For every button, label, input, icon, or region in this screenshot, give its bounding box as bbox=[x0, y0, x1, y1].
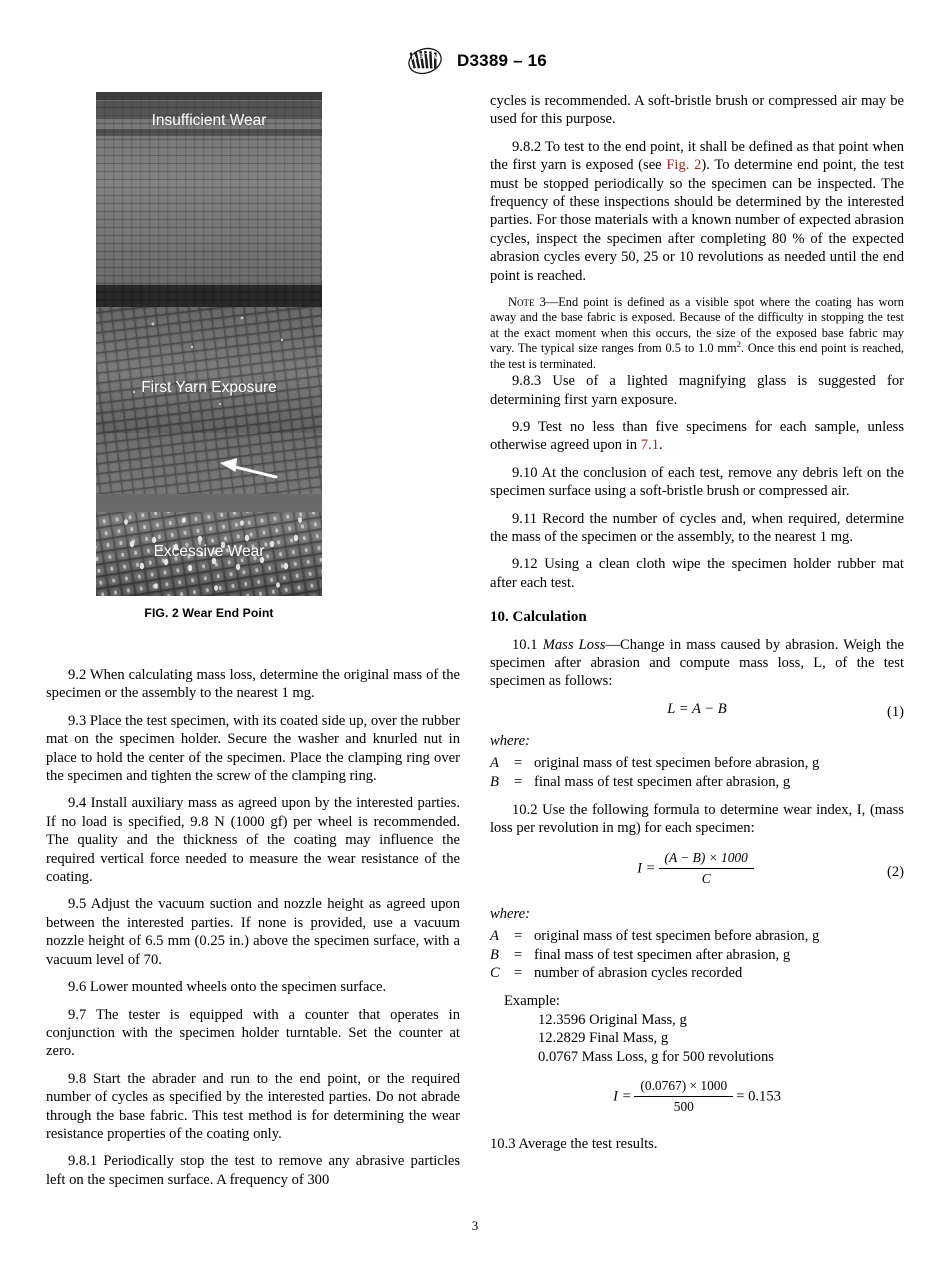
note-text-before: —End point is defined as a visible spot where the coating has worn away and the base fabric is exposed. Because of the difficulty in stopping the test at the exact moment when this occurs, the size of the exposed base fabric may vary. The typical size ranges from 0.5 to 1.0 mm bbox=[490, 295, 904, 356]
equation-3-fraction bbox=[634, 1077, 733, 1117]
page-number: 3 bbox=[471, 1218, 479, 1233]
definition-symbol: C bbox=[490, 965, 500, 982]
left-column-text bbox=[46, 666, 460, 1189]
where-label-2: where: bbox=[490, 905, 530, 922]
definition-row bbox=[490, 946, 819, 964]
svg-text:S: S bbox=[417, 51, 424, 61]
paragraph-9-8-1: 9.8.1 Periodically stop the test to remove any abrasive particles left on the specimen surface. A frequency of 300 bbox=[46, 1153, 460, 1188]
note-superscript: 2 bbox=[736, 339, 741, 350]
definition-text: final mass of test specimen after abrasion, g bbox=[534, 773, 791, 790]
equation-2-lhs: I = bbox=[637, 860, 656, 877]
example-lines bbox=[538, 1011, 904, 1066]
equation-3-lhs: I = bbox=[613, 1088, 632, 1105]
paragraph-9-8-2-text-after: ). To determine end point, the test must be stopped periodically so the specimen can be inspected. The frequency of these inspections should be determined by the interested parties. For those materials with a known number of expected abrasion cycles, inspect the specimen after completing 80 % of the expected abrasion cycles every 50, 25 or 10 revolutions as needed until the end point is reached. bbox=[490, 157, 904, 284]
equation-3-denominator: 500 bbox=[673, 1099, 694, 1115]
note-text-after: . Once this end point is reached, the test is terminated. bbox=[490, 341, 905, 371]
paragraph-9-9 bbox=[490, 418, 904, 455]
svg-text:T: T bbox=[425, 51, 431, 61]
paragraph-9-8-3: 9.8.3 Use of a lighted magnifying glass is suggested for determining first yarn exposure. bbox=[490, 373, 904, 408]
example-line: 0.0767 Mass Loss, g for 500 revolutions bbox=[538, 1048, 774, 1065]
page-header bbox=[0, 46, 950, 76]
where-label-1: where: bbox=[490, 732, 530, 749]
equation-2-number: (2) bbox=[886, 863, 904, 880]
note-label: Note bbox=[508, 295, 535, 310]
paragraph-9-11: 9.11 Record the number of cycles and, when required, determine the mass of the specimen or the assembly, to the nearest 1 mg. bbox=[490, 510, 904, 545]
definition-equals: = bbox=[514, 773, 523, 790]
two-column-body bbox=[46, 92, 904, 1202]
note-3 bbox=[490, 295, 904, 372]
definition-equals: = bbox=[514, 965, 523, 982]
figure-2-image bbox=[96, 92, 322, 596]
definition-symbol: B bbox=[490, 773, 499, 790]
definitions-list-1 bbox=[490, 754, 819, 791]
paragraph-9-10: 9.10 At the conclusion of each test, remove any debris left on the specimen surface using a soft-bristle brush or compressed air. bbox=[490, 464, 904, 500]
definition-text: number of abrasion cycles recorded bbox=[534, 965, 743, 982]
definitions-list-2 bbox=[490, 927, 819, 982]
paragraph-9-8-2-text-before: 9.8.2 To test to the end point, it shall be defined as that point when the first yarn is exposed (see bbox=[490, 138, 904, 174]
note-number: 3 bbox=[539, 295, 546, 310]
example-line: 12.3596 Original Mass, g bbox=[538, 1011, 687, 1028]
definition-row bbox=[490, 927, 819, 945]
definition-equals: = bbox=[514, 946, 523, 963]
paragraph-10-1 bbox=[490, 636, 904, 691]
definition-symbol: B bbox=[490, 946, 499, 963]
figure-2 bbox=[96, 92, 322, 622]
paragraph-9-4: 9.4 Install auxiliary mass as agreed upon by the interested parties. If no load is specified, 9.8 N (1000 gf) per wheel is recommended. The quality and the thickness of the coating may influence the required vertical force needed to measure the wear resistance of the coating. bbox=[46, 795, 460, 886]
definition-equals: = bbox=[514, 928, 523, 945]
example-title: Example: bbox=[504, 993, 560, 1010]
paragraph-9-8-2 bbox=[490, 138, 904, 285]
paragraph-9-7: 9.7 The tester is equipped with a counter that operates in conjunction with the specimen holder turntable. Set the counter at zero. bbox=[46, 1006, 460, 1060]
equation-1-number: (1) bbox=[886, 703, 904, 720]
definition-symbol: A bbox=[490, 928, 499, 945]
figure-2-caption: FIG. 2 Wear End Point bbox=[144, 606, 274, 620]
equation-2-numerator: (A − B) × 1000 bbox=[659, 849, 754, 869]
definition-text: original mass of test specimen before abrasion, g bbox=[534, 928, 820, 945]
equation-3-result: = 0.153 bbox=[736, 1088, 781, 1105]
figure-label-excessive-wear: Excessive Wear bbox=[153, 543, 265, 560]
definition-text: original mass of test specimen before abrasion, g bbox=[534, 755, 820, 772]
paragraph-10-2: 10.2 Use the following formula to determine wear index, I, (mass loss per revolution in mg) for each specimen: bbox=[490, 802, 904, 837]
definition-row bbox=[490, 754, 819, 772]
equation-2-body bbox=[490, 849, 904, 889]
figure-label-insufficient-wear: Insufficient Wear bbox=[151, 112, 267, 129]
equation-3-numerator: (0.0767) × 1000 bbox=[634, 1077, 733, 1097]
document-designation: D3389 – 16 bbox=[457, 51, 547, 70]
paragraph-9-9-text-after: . bbox=[659, 437, 663, 454]
equation-2-fraction bbox=[659, 849, 754, 889]
paragraph-9-5: 9.5 Adjust the vacuum suction and nozzle height as agreed upon between the interested parties. If none is provided, use a vacuum nozzle height of 6.5 mm (0.25 in.) above the specimen surface, with a vacuum level of 70. bbox=[46, 896, 460, 968]
paragraph-10-3: 10.3 Average the test results. bbox=[490, 1136, 658, 1153]
definition-text: final mass of test specimen after abrasion, g bbox=[534, 946, 791, 963]
equation-1 bbox=[490, 700, 904, 722]
definition-symbol: A bbox=[490, 755, 499, 772]
paragraph-continuation: cycles is recommended. A soft-bristle brush or compressed air may be used for this purpose. bbox=[490, 93, 904, 128]
astm-logo-icon bbox=[403, 46, 447, 76]
paragraph-10-1-rest: —Change in mass caused by abrasion. Weigh the specimen after abrasion and compute mass loss, L, of the test specimen as follows: bbox=[490, 636, 904, 690]
equation-1-body: L = A − B bbox=[667, 700, 727, 717]
section-10-heading: 10. Calculation bbox=[490, 609, 587, 626]
paragraph-9-3: 9.3 Place the test specimen, with its coated side up, over the rubber mat on the specimen holder. Secure the washer and knurled nut in place to hold the center of the specimen. Place the clamping ring over the specimen and tighten the screw of the clamping ring. bbox=[46, 712, 460, 785]
example-line: 12.2829 Final Mass, g bbox=[538, 1030, 669, 1047]
definition-row bbox=[490, 773, 819, 791]
svg-text:M: M bbox=[433, 52, 440, 61]
paragraph-9-9-text-before: 9.9 Test no less than five specimens for each sample, unless otherwise agreed upon in bbox=[490, 418, 904, 454]
equation-2-denominator: C bbox=[701, 871, 711, 887]
paragraph-9-8: 9.8 Start the abrader and run to the end point, or the required number of cycles as specified by the interested parties. Do not abrade through the base fabric. This test method is for determining the wear resistance properties of the coating only. bbox=[46, 1070, 460, 1142]
equation-3-example bbox=[490, 1077, 904, 1123]
paragraph-9-12: 9.12 Using a clean cloth wipe the specimen holder rubber mat after each test. bbox=[490, 556, 904, 591]
figure-label-first-yarn-exposure: First Yarn Exposure bbox=[141, 379, 277, 396]
definition-row bbox=[490, 964, 819, 982]
equation-2 bbox=[490, 849, 904, 895]
equation-3-body bbox=[490, 1077, 904, 1117]
figure-2-crossref-link[interactable]: Fig. 2 bbox=[666, 157, 702, 174]
definition-equals: = bbox=[514, 755, 523, 772]
svg-text:A: A bbox=[410, 52, 418, 62]
right-column bbox=[490, 92, 904, 1153]
paragraph-10-1-number: 10.1 bbox=[512, 636, 543, 653]
section-7-1-crossref-link[interactable]: 7.1 bbox=[640, 437, 660, 454]
paragraph-10-1-term: Mass Loss bbox=[542, 636, 606, 653]
paragraph-9-2: 9.2 When calculating mass loss, determine the original mass of the specimen or the assembly to the nearest 1 mg. bbox=[46, 667, 460, 702]
paragraph-9-6: 9.6 Lower mounted wheels onto the specimen surface. bbox=[68, 979, 387, 996]
